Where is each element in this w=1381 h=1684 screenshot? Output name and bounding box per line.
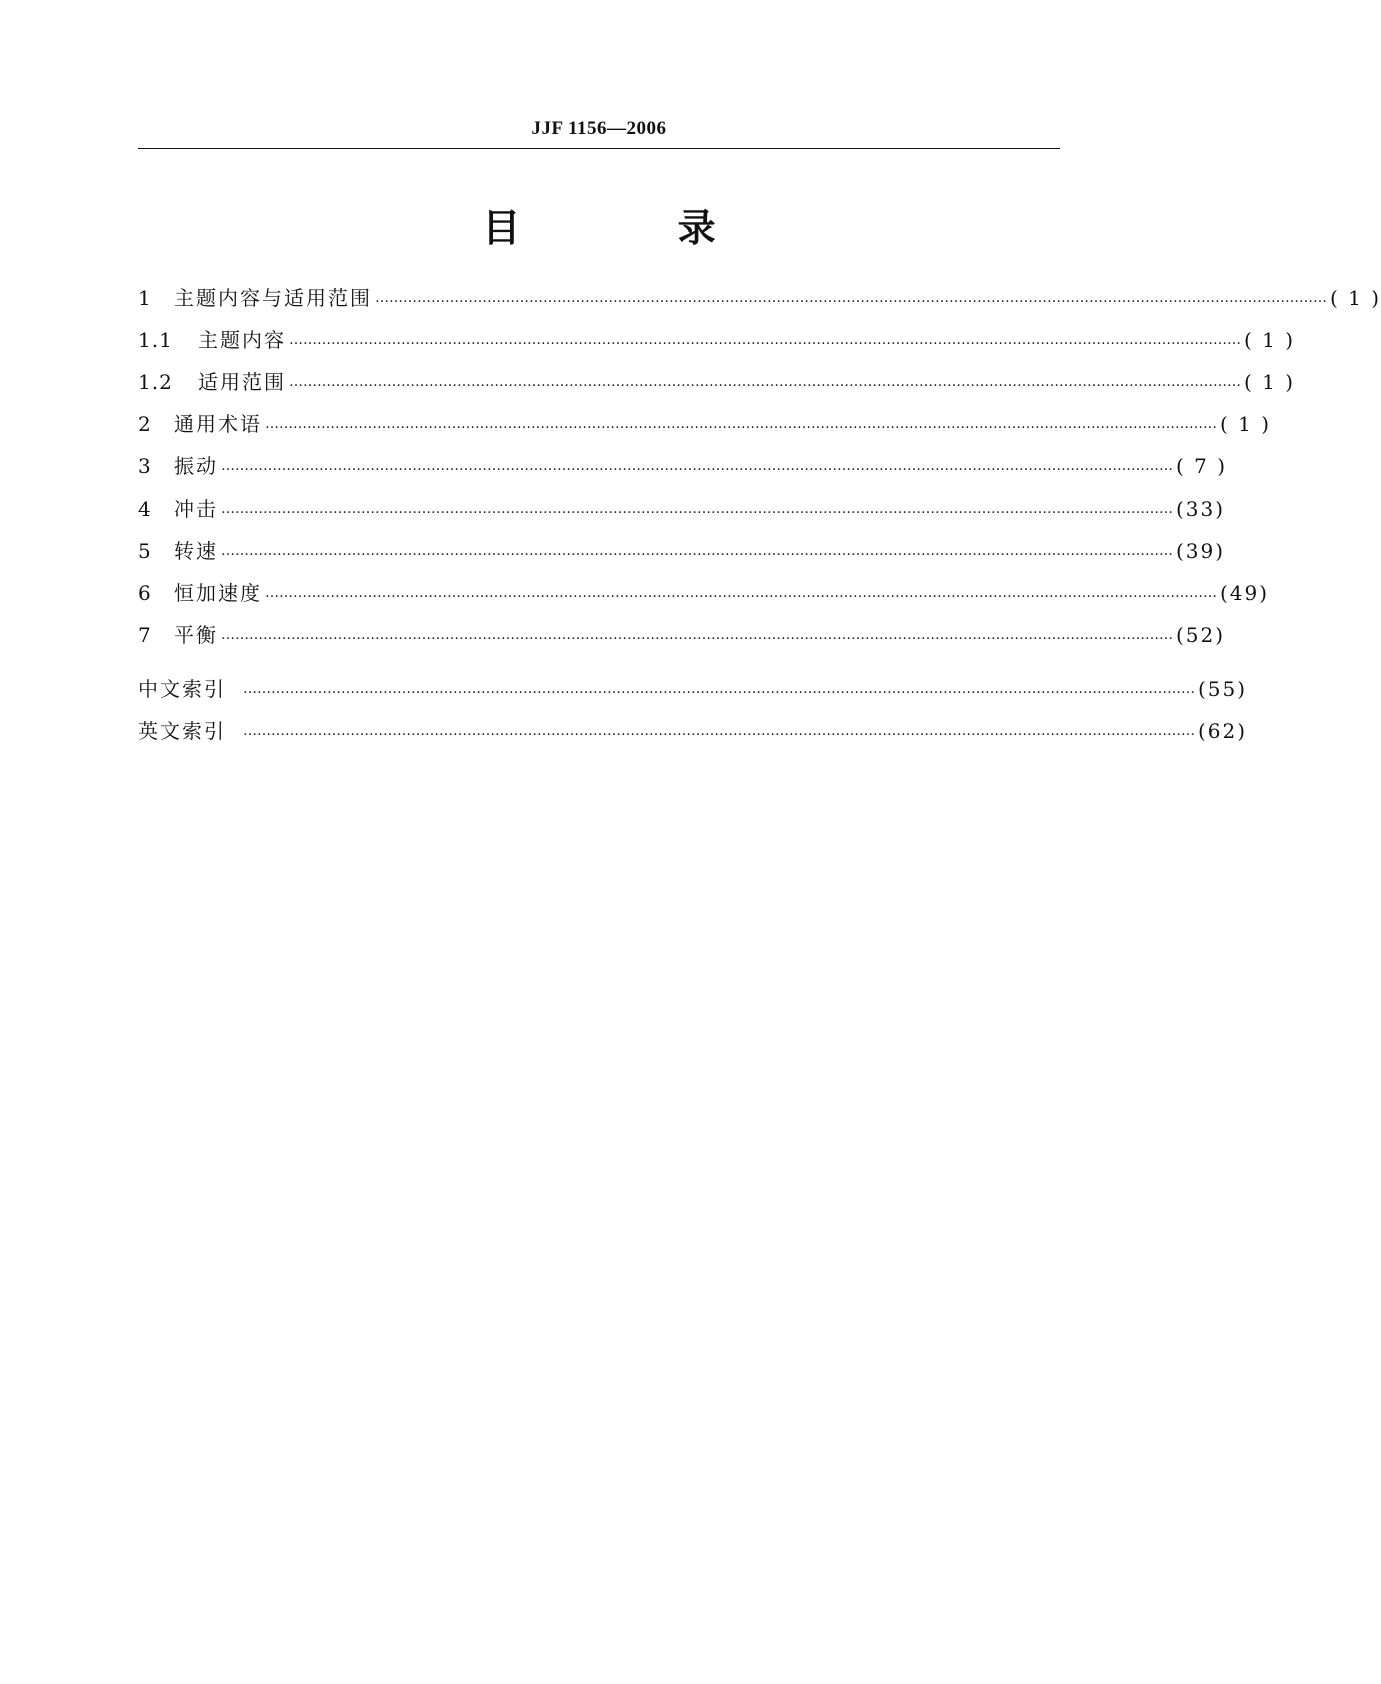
toc-entry-label: 振动 (174, 454, 218, 478)
toc-entry-chinese-index[interactable] (138, 674, 1248, 704)
toc-entry-2[interactable] (138, 409, 1272, 439)
toc-entry-page: (52) (1176, 623, 1226, 647)
toc-entry-label: 主题内容 (198, 328, 286, 352)
toc-entry-number: 1.1 (138, 328, 173, 352)
toc-entry-number: 1.2 (138, 370, 173, 394)
toc-dot-leader: …………………………………………………………………………………………………………………………………………………………………………………… (221, 458, 1173, 474)
toc-dot-leader: …………………………………………………………………………………………………………………………………………………………………………………… (265, 585, 1217, 601)
header-rule (138, 148, 1060, 149)
toc-dot-leader: …………………………………………………………………………………………………………………………………………………………………………………… (221, 627, 1173, 643)
toc-entry-page: ( 1 ) (1244, 328, 1296, 352)
toc-entry-number: 4 (138, 497, 152, 521)
page-title: 目 录 (482, 206, 788, 250)
toc-entry-number: 3 (138, 454, 152, 478)
toc-dot-leader: …………………………………………………………………………………………………………………………………………………………………………………… (221, 501, 1173, 517)
toc-entry-number: 2 (138, 412, 152, 436)
toc-dot-leader: …………………………………………………………………………………………………………………………………………………………………………………… (289, 332, 1241, 348)
toc-entry-7[interactable] (138, 620, 1226, 650)
toc-entry-label: 英文索引 (138, 719, 226, 743)
toc-entry-page: ( 1 ) (1330, 286, 1381, 310)
toc-entry-page: ( 1 ) (1220, 412, 1272, 436)
toc-entry-6[interactable] (138, 578, 1270, 608)
toc-entry-label: 平衡 (174, 623, 218, 647)
toc-entry-3[interactable] (138, 451, 1228, 481)
toc-entry-page: (33) (1176, 497, 1226, 521)
toc-dot-leader: …………………………………………………………………………………………………………………………………………………………………………………… (243, 723, 1195, 739)
toc-entry-label: 适用范围 (198, 370, 286, 394)
toc-entry-1-2[interactable] (138, 367, 1296, 397)
toc-entry-english-index[interactable] (138, 716, 1248, 746)
toc-entry-1[interactable] (138, 283, 1381, 313)
toc-entry-page: (39) (1176, 539, 1226, 563)
toc-entry-label: 通用术语 (174, 412, 262, 436)
toc-entry-label: 恒加速度 (174, 581, 262, 605)
toc-entry-4[interactable] (138, 494, 1226, 524)
toc-entry-label: 冲击 (174, 497, 218, 521)
toc-entry-number: 7 (138, 623, 152, 647)
toc-entry-label: 中文索引 (138, 677, 226, 701)
document-code-header: JJF 1156—2006 (531, 118, 667, 139)
toc-entry-1-1[interactable] (138, 325, 1296, 355)
toc-entry-label: 转速 (174, 539, 218, 563)
toc-dot-leader: …………………………………………………………………………………………………………………………………………………………………………………… (243, 681, 1195, 697)
toc-dot-leader: …………………………………………………………………………………………………………………………………………………………………………………… (289, 374, 1241, 390)
toc-dot-leader: …………………………………………………………………………………………………………………………………………………………………………………… (221, 543, 1173, 559)
toc-entry-label: 主题内容与适用范围 (174, 286, 372, 310)
toc-entry-number: 1 (138, 286, 152, 310)
toc-entry-5[interactable] (138, 536, 1226, 566)
toc-entry-page: ( 7 ) (1176, 454, 1228, 478)
toc-entry-page: (55) (1198, 677, 1248, 701)
toc-entry-number: 6 (138, 581, 152, 605)
toc-entry-page: (62) (1198, 719, 1248, 743)
toc-dot-leader: …………………………………………………………………………………………………………………………………………………………………………………… (375, 290, 1327, 306)
toc-entry-page: ( 1 ) (1244, 370, 1296, 394)
toc-entry-page: (49) (1220, 581, 1270, 605)
toc-dot-leader: …………………………………………………………………………………………………………………………………………………………………………………… (265, 416, 1217, 432)
toc-entry-number: 5 (138, 539, 152, 563)
